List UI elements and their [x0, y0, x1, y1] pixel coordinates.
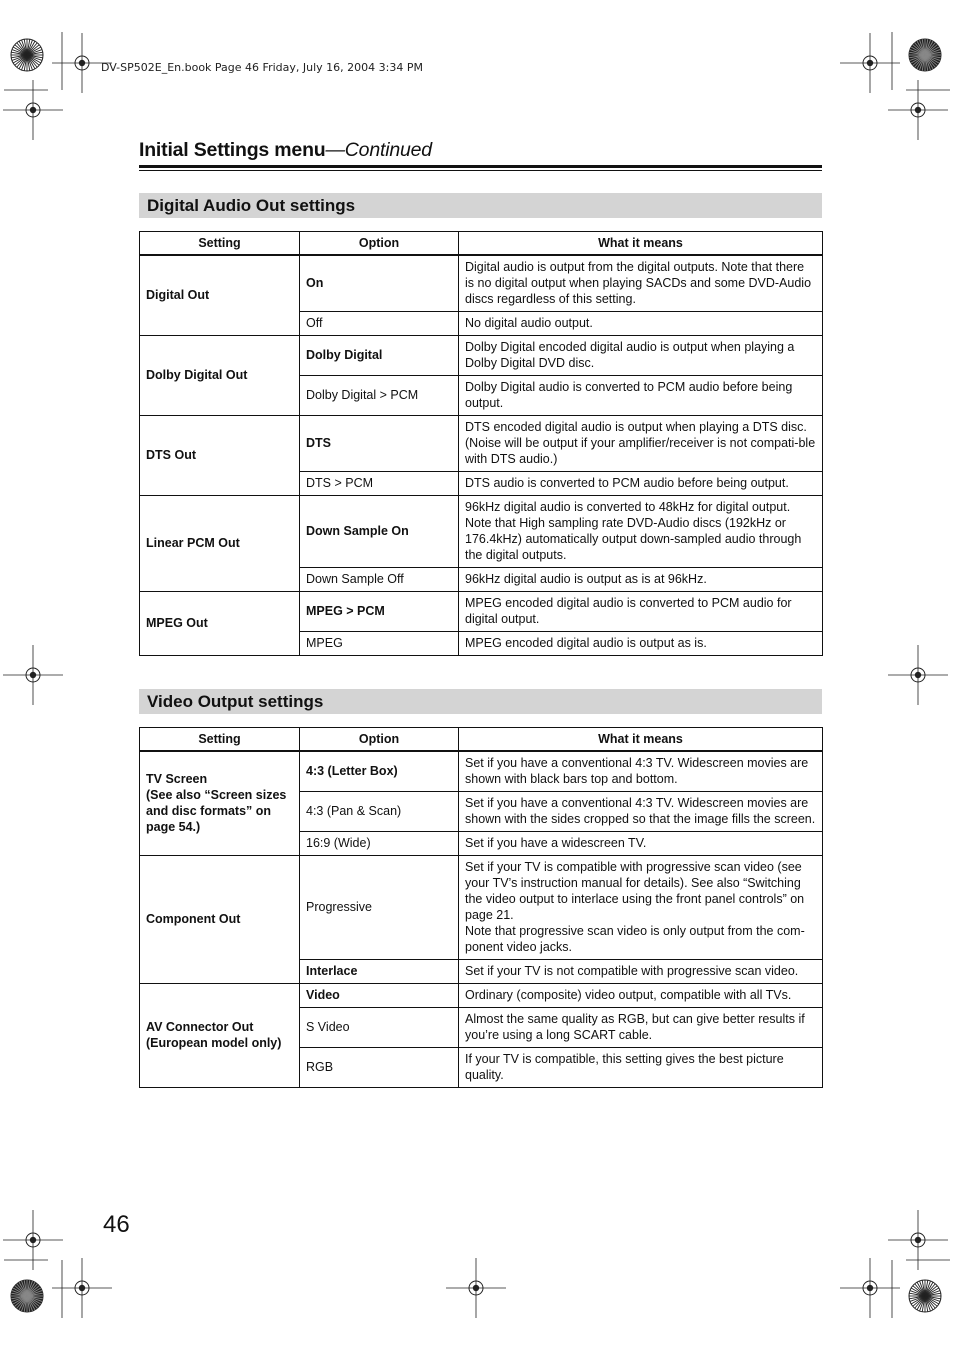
option-value: MPEG > PCM — [300, 592, 459, 632]
table-row — [140, 751, 823, 792]
setting-name: MPEG Out — [140, 592, 300, 656]
table-row — [140, 592, 823, 632]
table-row — [140, 984, 823, 1008]
setting-name: TV Screen (See also “Screen sizes and disc formats” on page 54.) — [140, 751, 300, 856]
table-header-row — [140, 232, 823, 256]
option-value: RGB — [300, 1048, 459, 1088]
table-row — [140, 255, 823, 312]
crosshair-dot — [915, 107, 921, 113]
crosshair-dot — [867, 60, 873, 66]
option-value: Video — [300, 984, 459, 1008]
section-heading-digital-audio: Digital Audio Out settings — [139, 193, 822, 218]
option-value: Down Sample On — [300, 496, 459, 568]
table-row — [140, 856, 823, 960]
option-value: Dolby Digital > PCM — [300, 376, 459, 416]
option-meaning: Dolby Digital audio is converted to PCM audio before being output. — [459, 376, 823, 416]
setting-name: Linear PCM Out — [140, 496, 300, 592]
option-value: On — [300, 255, 459, 312]
column-header-meaning: What it means — [459, 728, 823, 752]
crosshair-dot — [473, 1285, 479, 1291]
option-meaning: If your TV is compatible, this setting gives the best picture quality. — [459, 1048, 823, 1088]
option-meaning: No digital audio output. — [459, 312, 823, 336]
crosshair-dot — [867, 1285, 873, 1291]
crosshair-dot — [915, 672, 921, 678]
page-number: 46 — [103, 1211, 130, 1238]
option-meaning: Digital audio is output from the digital outputs. Note that there is no digital output when playing SACDs and some DVD-Audio discs regardless of this setting. — [459, 255, 823, 312]
option-value: 4:3 (Letter Box) — [300, 751, 459, 792]
option-meaning: MPEG encoded digital audio is output as is. — [459, 632, 823, 656]
page-title: Initial Settings menu—Continued — [139, 139, 432, 161]
setting-name: Component Out — [140, 856, 300, 984]
option-meaning: MPEG encoded digital audio is converted to PCM audio for digital output. — [459, 592, 823, 632]
column-header-setting: Setting — [140, 728, 300, 752]
option-meaning: DTS audio is converted to PCM audio before being output. — [459, 472, 823, 496]
continued-label: —Continued — [325, 139, 432, 161]
setting-name: Dolby Digital Out — [140, 336, 300, 416]
option-meaning: Set if your TV is not compatible with progressive scan video. — [459, 960, 823, 984]
option-meaning: Set if your TV is compatible with progressive scan video (see your TV’s instruction manual for details). See also “Switching the video output to interlace using the front panel controls” on page 21. Note that progressive scan video is only output from the com-ponent video jacks. — [459, 856, 823, 960]
crosshair-dot — [79, 1285, 85, 1291]
setting-name: Digital Out — [140, 255, 300, 336]
setting-name: DTS Out — [140, 416, 300, 496]
option-value: DTS — [300, 416, 459, 472]
crosshair-dot — [79, 60, 85, 66]
digital-audio-table — [139, 231, 823, 656]
option-value: 4:3 (Pan & Scan) — [300, 792, 459, 832]
option-value: 16:9 (Wide) — [300, 832, 459, 856]
column-header-meaning: What it means — [459, 232, 823, 256]
option-meaning: Ordinary (composite) video output, compatible with all TVs. — [459, 984, 823, 1008]
table-row — [140, 336, 823, 376]
option-meaning: 96kHz digital audio is converted to 48kHz for digital output. Note that High sampling rate DVD-Audio discs (192kHz or 176.4kHz) automatically output down-sampled audio through the digital outputs. — [459, 496, 823, 568]
crosshair-dot — [915, 1237, 921, 1243]
file-info: DV-SP502E_En.book Page 46 Friday, July 16, 2004 3:34 PM — [101, 61, 423, 74]
setting-name: AV Connector Out (European model only) — [140, 984, 300, 1088]
option-value: Off — [300, 312, 459, 336]
option-value: Dolby Digital — [300, 336, 459, 376]
option-meaning: Set if you have a conventional 4:3 TV. Widescreen movies are shown with black bars top and bottom. — [459, 751, 823, 792]
table-row — [140, 416, 823, 472]
crosshair-dot — [30, 107, 36, 113]
crosshair-dot — [30, 672, 36, 678]
column-header-option: Option — [300, 232, 459, 256]
option-meaning: Set if you have a widescreen TV. — [459, 832, 823, 856]
header-rule — [139, 165, 822, 168]
option-meaning: Dolby Digital encoded digital audio is output when playing a Dolby Digital DVD disc. — [459, 336, 823, 376]
option-value: S Video — [300, 1008, 459, 1048]
column-header-setting: Setting — [140, 232, 300, 256]
option-meaning: DTS encoded digital audio is output when playing a DTS disc. (Noise will be output if your amplifier/receiver is not compati-ble with DTS audio.) — [459, 416, 823, 472]
option-meaning: Almost the same quality as RGB, but can give better results if you’re using a long SCART cable. — [459, 1008, 823, 1048]
option-value: Interlace — [300, 960, 459, 984]
option-value: Down Sample Off — [300, 568, 459, 592]
option-value: DTS > PCM — [300, 472, 459, 496]
crosshair-dot — [30, 1237, 36, 1243]
option-value: MPEG — [300, 632, 459, 656]
header-rule-thin — [139, 170, 822, 171]
option-meaning: Set if you have a conventional 4:3 TV. Widescreen movies are shown with the sides cropped so that the image fills the screen. — [459, 792, 823, 832]
option-value: Progressive — [300, 856, 459, 960]
table-header-row — [140, 728, 823, 752]
option-meaning: 96kHz digital audio is output as is at 96kHz. — [459, 568, 823, 592]
video-output-table — [139, 727, 823, 1088]
table-row — [140, 496, 823, 568]
section-heading-video-output: Video Output settings — [139, 689, 822, 714]
page-header — [139, 139, 822, 162]
column-header-option: Option — [300, 728, 459, 752]
